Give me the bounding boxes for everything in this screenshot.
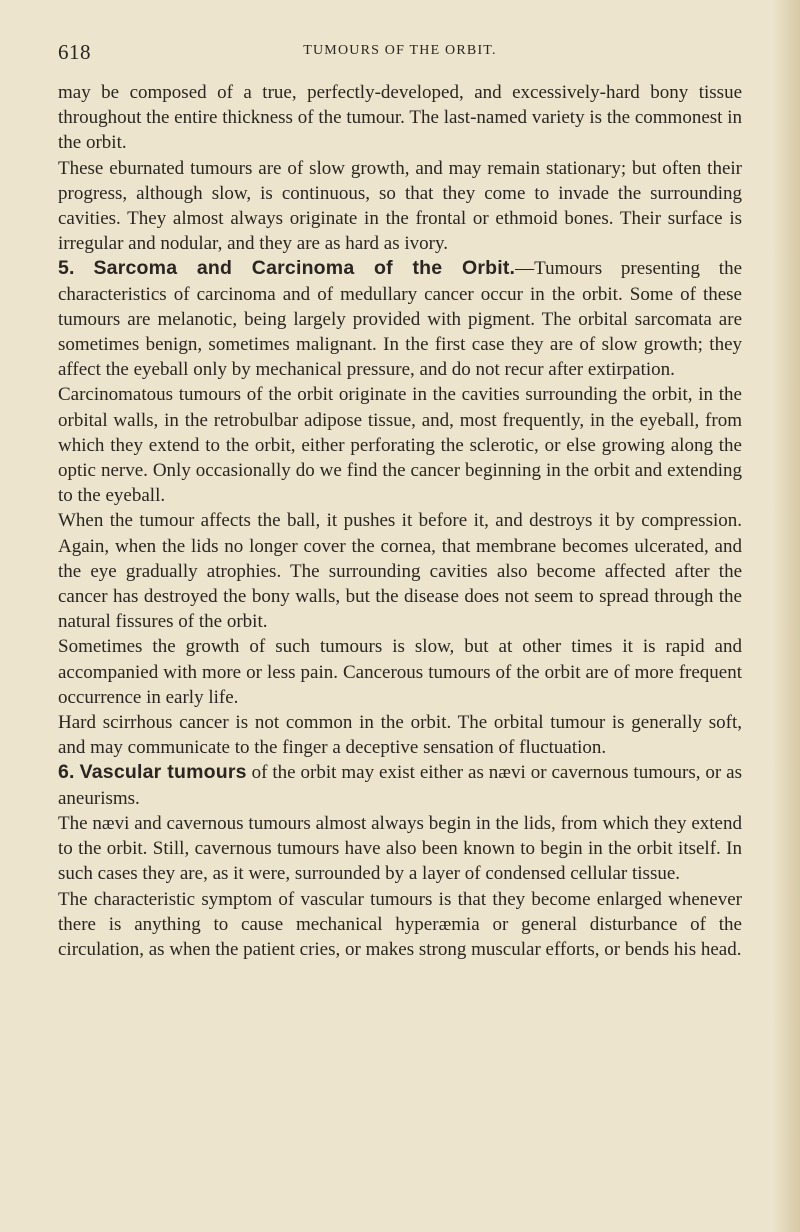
paragraph-text: —Tumours presenting the characteristics of carcinoma and of medullary cancer occur in the orbit. Some of these tumours are melanotic, being largely provided with pigment. The orbital sarcomata are sometimes benign, sometimes malignant. In the first case they are of slow growth; they affect the eyeball only by mechanical pressure, and do not recur after extirpation. <box>58 258 743 381</box>
paragraph-2 <box>58 156 742 257</box>
paragraph-text: When the tumour affects the ball, it pushes it before it, and destroys it by compression. Again, when the lids no longer cover the cornea, that membrane becomes ulcerated, and the eye gradually atrophies. The surrounding cavities also become affected after the cancer has destroyed the bony walls, but the disease does not seem to spread through the natural fissures of the orbit. <box>58 510 742 633</box>
paragraph-8-section-6 <box>58 760 742 810</box>
section-title: Vascular tumours <box>79 761 247 784</box>
body-text <box>58 80 742 962</box>
paragraph-7 <box>58 710 742 760</box>
paragraph-9 <box>58 811 742 887</box>
paragraph-10 <box>58 887 742 963</box>
paragraph-text: Carcinomatous tumours of the orbit originate in the cavities surrounding the orbit, in the orbital walls, in the retrobulbar adipose tissue, and, most frequently, in the eyeball, from which they extend to the orbit, either perforating the sclerotic, or else growing along the optic nerve. Only occasionally do we find the cancer beginning in the orbit and extending to the eyeball. <box>58 384 742 507</box>
page-header <box>58 40 742 80</box>
section-title: Sarcoma and Carcinoma of the Orbit. <box>93 257 516 280</box>
page-edge-shadow <box>772 0 800 1232</box>
paragraph-text: The characteristic symptom of vascular tumours is that they become enlarged whenever there is anything to cause mechanical hyperæmia or general disturbance of the circulation, as when the patient cries, or makes strong muscular efforts, or bends his head. <box>58 888 742 960</box>
paragraph-4 <box>58 382 742 508</box>
paragraph-text: The nævi and cavernous tumours almost always begin in the lids, from which they extend to the orbit. Still, cavernous tumours have also been known to begin in the orbit itself. In such cases they are, as it were, surrounded by a layer of condensed cellular tissue. <box>58 812 742 885</box>
paragraph-text: Sometimes the growth of such tumours is slow, but at other times it is rapid and accompanied with more or less pain. Cancerous tumours of the orbit are of more frequent occurrence in early life. <box>58 636 742 708</box>
paragraph-text: These eburnated tumours are of slow growth, and may remain stationary; but often their progress, although slow, is continuous, so that they come to invade the surrounding cavities. They almost always originate in the frontal or ethmoid bones. Their surface is irregular and nodular, and they are as hard as ivory. <box>58 157 742 255</box>
book-page <box>58 40 742 962</box>
paragraph-text: Hard scirrhous cancer is not common in the orbit. The orbital tumour is generally soft, and may communicate to the finger a deceptive sensation of fluctuation. <box>58 712 742 759</box>
paragraph-text: may be composed of a true, perfectly-developed, and excessively-hard bony tissue throughout the entire thickness of the tumour. The last-named variety is the commonest in the orbit. <box>58 82 742 154</box>
running-head: TUMOURS OF THE ORBIT. <box>303 43 497 58</box>
page-number: 618 <box>58 40 91 64</box>
paragraph-3-section-5 <box>58 256 742 382</box>
paragraph-1 <box>58 80 742 156</box>
paragraph-text: of the orbit may exist either as nævi or cavernous tumours, or as aneurisms. <box>58 762 742 809</box>
section-number: 6. <box>58 761 75 784</box>
paragraph-5 <box>58 508 742 634</box>
paragraph-6 <box>58 634 742 710</box>
section-number: 5. <box>58 257 75 280</box>
